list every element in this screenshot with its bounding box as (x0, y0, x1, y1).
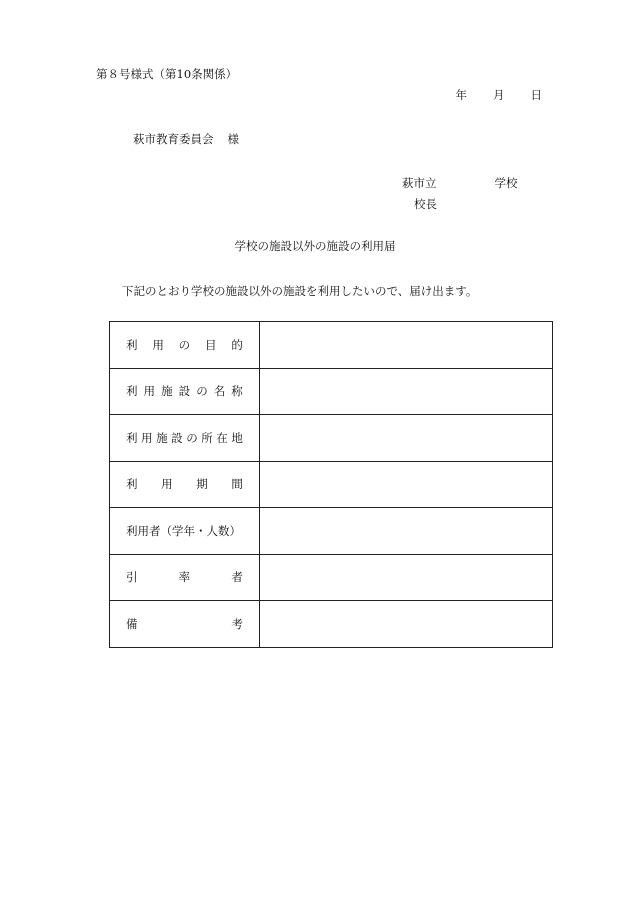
row-label (126, 476, 243, 492)
row-label-char: の (196, 384, 208, 399)
row-label (126, 616, 243, 632)
row-label-char: 地 (231, 430, 243, 445)
row-label-char: 用 (161, 477, 173, 492)
row-label-char: 利用者（学年・人数） (126, 523, 241, 538)
date-year-label: 年 (455, 88, 467, 102)
row-value-field[interactable] (259, 322, 552, 369)
table-row (110, 322, 553, 369)
school-suffix: 学校 (494, 176, 518, 190)
row-value-field[interactable] (259, 368, 552, 415)
school-line (402, 175, 518, 191)
row-label (126, 569, 243, 585)
row-label-char: 所 (201, 430, 213, 445)
row-label-char: 者 (231, 570, 243, 585)
row-label-char: 用 (152, 337, 164, 352)
row-label (126, 337, 243, 353)
date-line (456, 87, 543, 103)
date-month-label: 月 (493, 88, 505, 102)
row-label-char: 施 (156, 430, 168, 445)
table-row (110, 601, 553, 648)
row-label-char: 間 (231, 477, 243, 492)
row-label (126, 523, 243, 539)
school-prefix: 萩市立 (402, 176, 437, 190)
row-value-field[interactable] (259, 415, 552, 462)
row-label-cell (110, 508, 260, 555)
document-title: 学校の施設以外の施設の利用届 (234, 239, 396, 253)
row-label (126, 430, 243, 446)
row-label-char: 利 (126, 477, 138, 492)
row-label-char: 在 (216, 430, 228, 445)
row-label-cell (110, 601, 260, 648)
addressee (133, 131, 239, 147)
row-label-char: 目 (204, 337, 217, 352)
row-value-field[interactable] (259, 508, 552, 555)
table-row (110, 415, 553, 462)
table-row (110, 461, 553, 508)
row-value-field[interactable] (259, 461, 552, 508)
row-label-char: 設 (171, 430, 183, 445)
row-label-cell (110, 415, 260, 462)
row-label-cell (110, 461, 260, 508)
row-label-char: の (186, 430, 198, 445)
row-value-field[interactable] (259, 554, 552, 601)
row-label-char: 用 (143, 384, 156, 399)
table-row (110, 368, 553, 415)
row-label-char: 利 (126, 430, 138, 445)
addressee-name: 萩市教育委員会 (133, 132, 214, 146)
addressee-honorific: 様 (227, 132, 239, 146)
date-day-label: 日 (530, 88, 542, 102)
row-value-field[interactable] (259, 601, 552, 648)
form-table (109, 321, 553, 648)
row-label-char: 的 (231, 337, 243, 352)
table-row (110, 508, 553, 555)
row-label-char: 称 (231, 384, 243, 399)
row-label-char: 用 (141, 430, 153, 445)
row-label-char: 考 (231, 616, 243, 631)
row-label-char: 備 (126, 616, 138, 631)
row-label-cell (110, 322, 260, 369)
row-label-char: 設 (178, 384, 191, 399)
statement: 下記のとおり学校の施設以外の施設を利用したいので、届け出ます。 (122, 284, 478, 298)
row-label-char: 期 (196, 477, 208, 492)
table-row (110, 554, 553, 601)
form-number: 第８号様式（第10条関係） (96, 67, 238, 81)
row-label-cell (110, 368, 260, 415)
row-label (126, 383, 243, 399)
row-label-char: 引 (126, 570, 138, 585)
row-label-char: 名 (213, 384, 226, 399)
row-label-char: 率 (178, 570, 191, 585)
row-label-char: 施 (161, 384, 173, 399)
row-label-char: の (178, 337, 191, 352)
row-label-char: 利 (126, 384, 138, 399)
row-label-cell (110, 554, 260, 601)
principal-label: 校長 (414, 197, 437, 211)
row-label-char: 利 (126, 337, 138, 352)
